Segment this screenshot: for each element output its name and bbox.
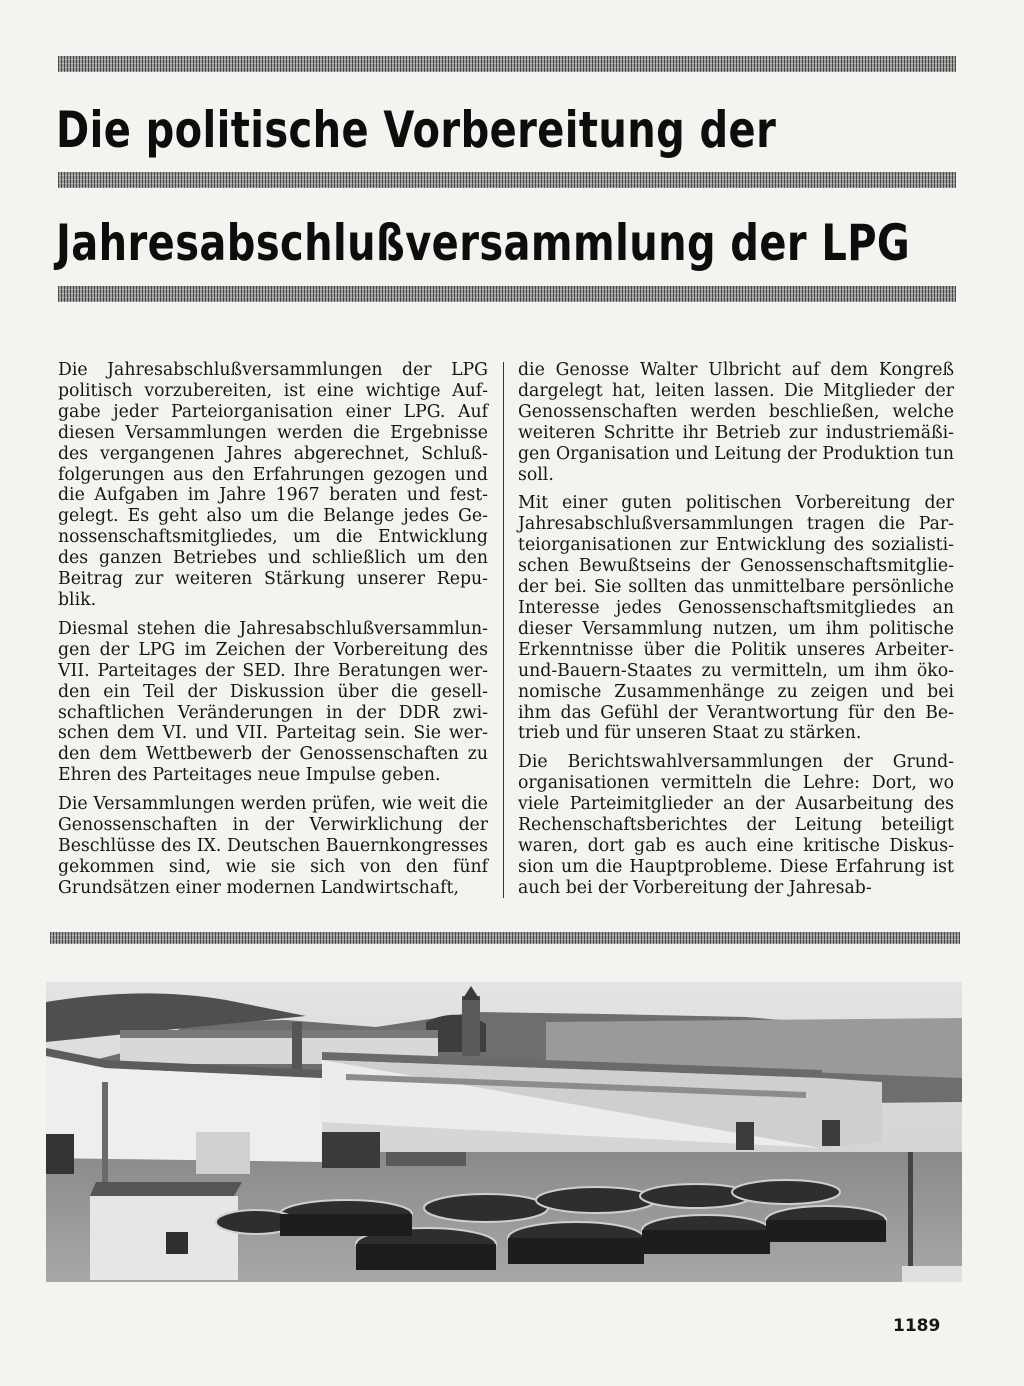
header-rule-bottom [58,286,956,302]
paragraph: Die Versammlungen werden prüfen, wie weit die Genossenschaften in der Verwirklichung der Beschlüsse des IX. Deutschen Bauernkongresses gekommen sind, wie sie sich von den fünf Grundsätzen einer modernen Landwirtschaft, [58,794,488,898]
header-rule-top [58,56,956,72]
paragraph: Die Berichtswahlversammlungen der Grundorganisationen vermitteln die Lehre: Dort, wo viele Parteimitglieder an der Ausarbeitung des Rechenschaftsberichtes der Leitung beteiligt waren, dort gab es auch eine kritische Diskussion um die Hauptprobleme. Diese Erfahrung ist auch bei der Vorbereitung der Jahresab- [518,752,954,898]
farm-buildings-photo [46,982,962,1282]
photo-rule [50,932,960,944]
header-rule-middle [58,172,956,188]
article-column-right [518,360,954,907]
article-column-left [58,360,488,907]
headline-line-1: Die politische Vorbereitung der [56,101,777,159]
paragraph: Diesmal stehen die Jahresabschlußversammlungen der LPG im Zeichen der Vorbereitung des VII. Parteitages der SED. Ihre Beratungen werden ein Teil der Diskussion über die gesellschaftlichen Veränderungen in der DDR zwischen dem VI. und VII. Parteitag sein. Sie werden dem Wettbewerb der Genossenschaften zu Ehren des Parteitages neue Impulse geben. [58,618,488,786]
column-divider [503,362,504,898]
page-number: 1189 [893,1316,941,1336]
paragraph: Mit einer guten politischen Vorbereitung der Jahresabschlußversammlungen tragen die Parteiorganisationen zur Entwicklung des sozialistischen Bewußtseins der Genossenschaftsmitglieder bei. Sie sollten das unmittelbare persönliche Interesse jedes Genossenschaftsmitgliedes an dieser Versammlung nutzen, um ihm politische Erkenntnisse über die Politik unseres Arbeiter-und-Bauern-Staates zu vermitteln, um ihm ökonomische Zusammenhänge zu zeigen und bei ihm das Gefühl der Verantwortung für den Betrieb und für unseren Staat zu stärken. [518,493,954,744]
paragraph: die Genosse Walter Ulbricht auf dem Kongreß dargelegt hat, leiten lassen. Die Mitglieder der Genossenschaften werden beschließen, welche weiteren Schritte ihr Betrieb zur industriemäßigen Organisation und Leitung der Produktion tun soll. [518,360,954,485]
paragraph: Die Jahresabschlußversammlungen der LPG politisch vorzubereiten, ist eine wichtige Aufgabe jeder Parteiorganisation einer LPG. Auf diesen Versammlungen werden die Ergebnisse des vergangenen Jahres abgerechnet, Schlußfolgerungen aus den Erfahrungen gezogen und die Aufgaben im Jahre 1967 beraten und festgelegt. Es geht also um die Belange jedes Genossenschaftsmitgliedes, um die Entwicklung des ganzen Betriebes und schließlich um den Beitrag zur weiteren Stärkung unserer Republik. [58,360,488,610]
headline-line-2: Jahresabschlußversammlung der LPG [56,214,911,272]
